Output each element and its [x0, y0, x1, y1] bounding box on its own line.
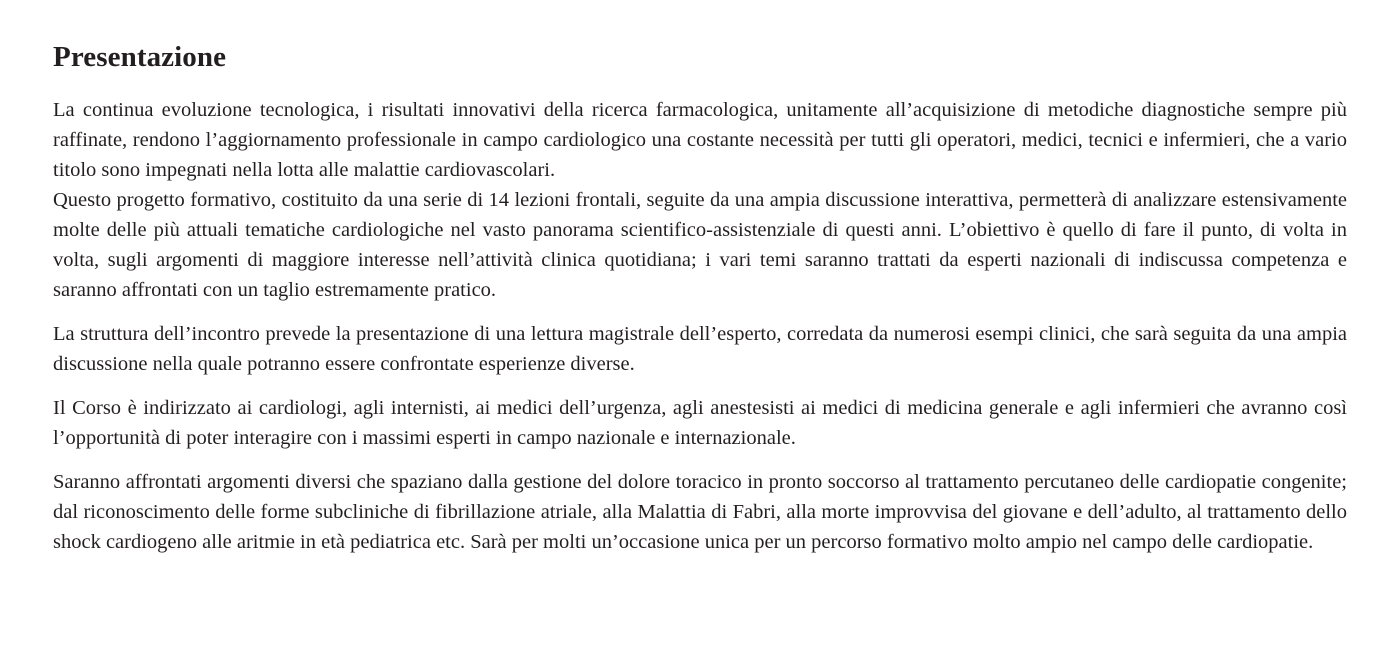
paragraph-structure: La struttura dell’incontro prevede la presentazione di una lettura magistrale dell’esperto, corredata da numerosi esempi clinici, che sarà seguita da una ampia discussione nella quale potranno essere confrontate esperienze diverse.	[53, 323, 1347, 375]
page-title: Presentazione	[53, 41, 227, 73]
paragraph-audience: Il Corso è indirizzato ai cardiologi, agli internisti, ai medici dell’urgenza, agli anestesisti ai medici di medicina generale e agli infermieri che avranno così l’opportunità di poter interagire con i massimi esperti in campo nazionale e internazionale.	[53, 397, 1347, 449]
paragraph-project: Questo progetto formativo, costituito da una serie di 14 lezioni frontali, seguite da una ampia discussione interattiva, permetterà di analizzare estensivamente molte delle più attuali tematiche cardiologiche nel vasto panorama scientifico-assistenziale di questi anni. L’obiettivo è quello di fare il punto, di volta in volta, sugli argomenti di maggiore interesse nell’attività clinica quotidiana; i vari temi saranno trattati da esperti nazionali di indiscussa competenza e saranno affrontati con un taglio estremamente pratico.	[53, 189, 1347, 301]
paragraph-intro: La continua evoluzione tecnologica, i risultati innovativi della ricerca farmacologica, unitamente all’acquisizione di metodiche diagnostiche sempre più raffinate, rendono l’aggiornamento professionale in campo cardiologico una costante necessità per tutti gli operatori, medici, tecnici e infermieri, che a vario titolo sono impegnati nella lotta alle malattie cardiovascolari.	[53, 99, 1347, 181]
paragraph-topics: Saranno affrontati argomenti diversi che spaziano dalla gestione del dolore toracico in pronto soccorso al trattamento percutaneo delle cardiopatie congenite; dal riconoscimento delle forme subcliniche di fibrillazione atriale, alla Malattia di Fabri, alla morte improvvisa del giovane e dell’adulto, al trattamento dello shock cardiogeno alle aritmie in età pediatrica etc. Sarà per molti un’occasione unica per un percorso formativo molto ampio nel campo delle cardiopatie.	[53, 471, 1347, 553]
